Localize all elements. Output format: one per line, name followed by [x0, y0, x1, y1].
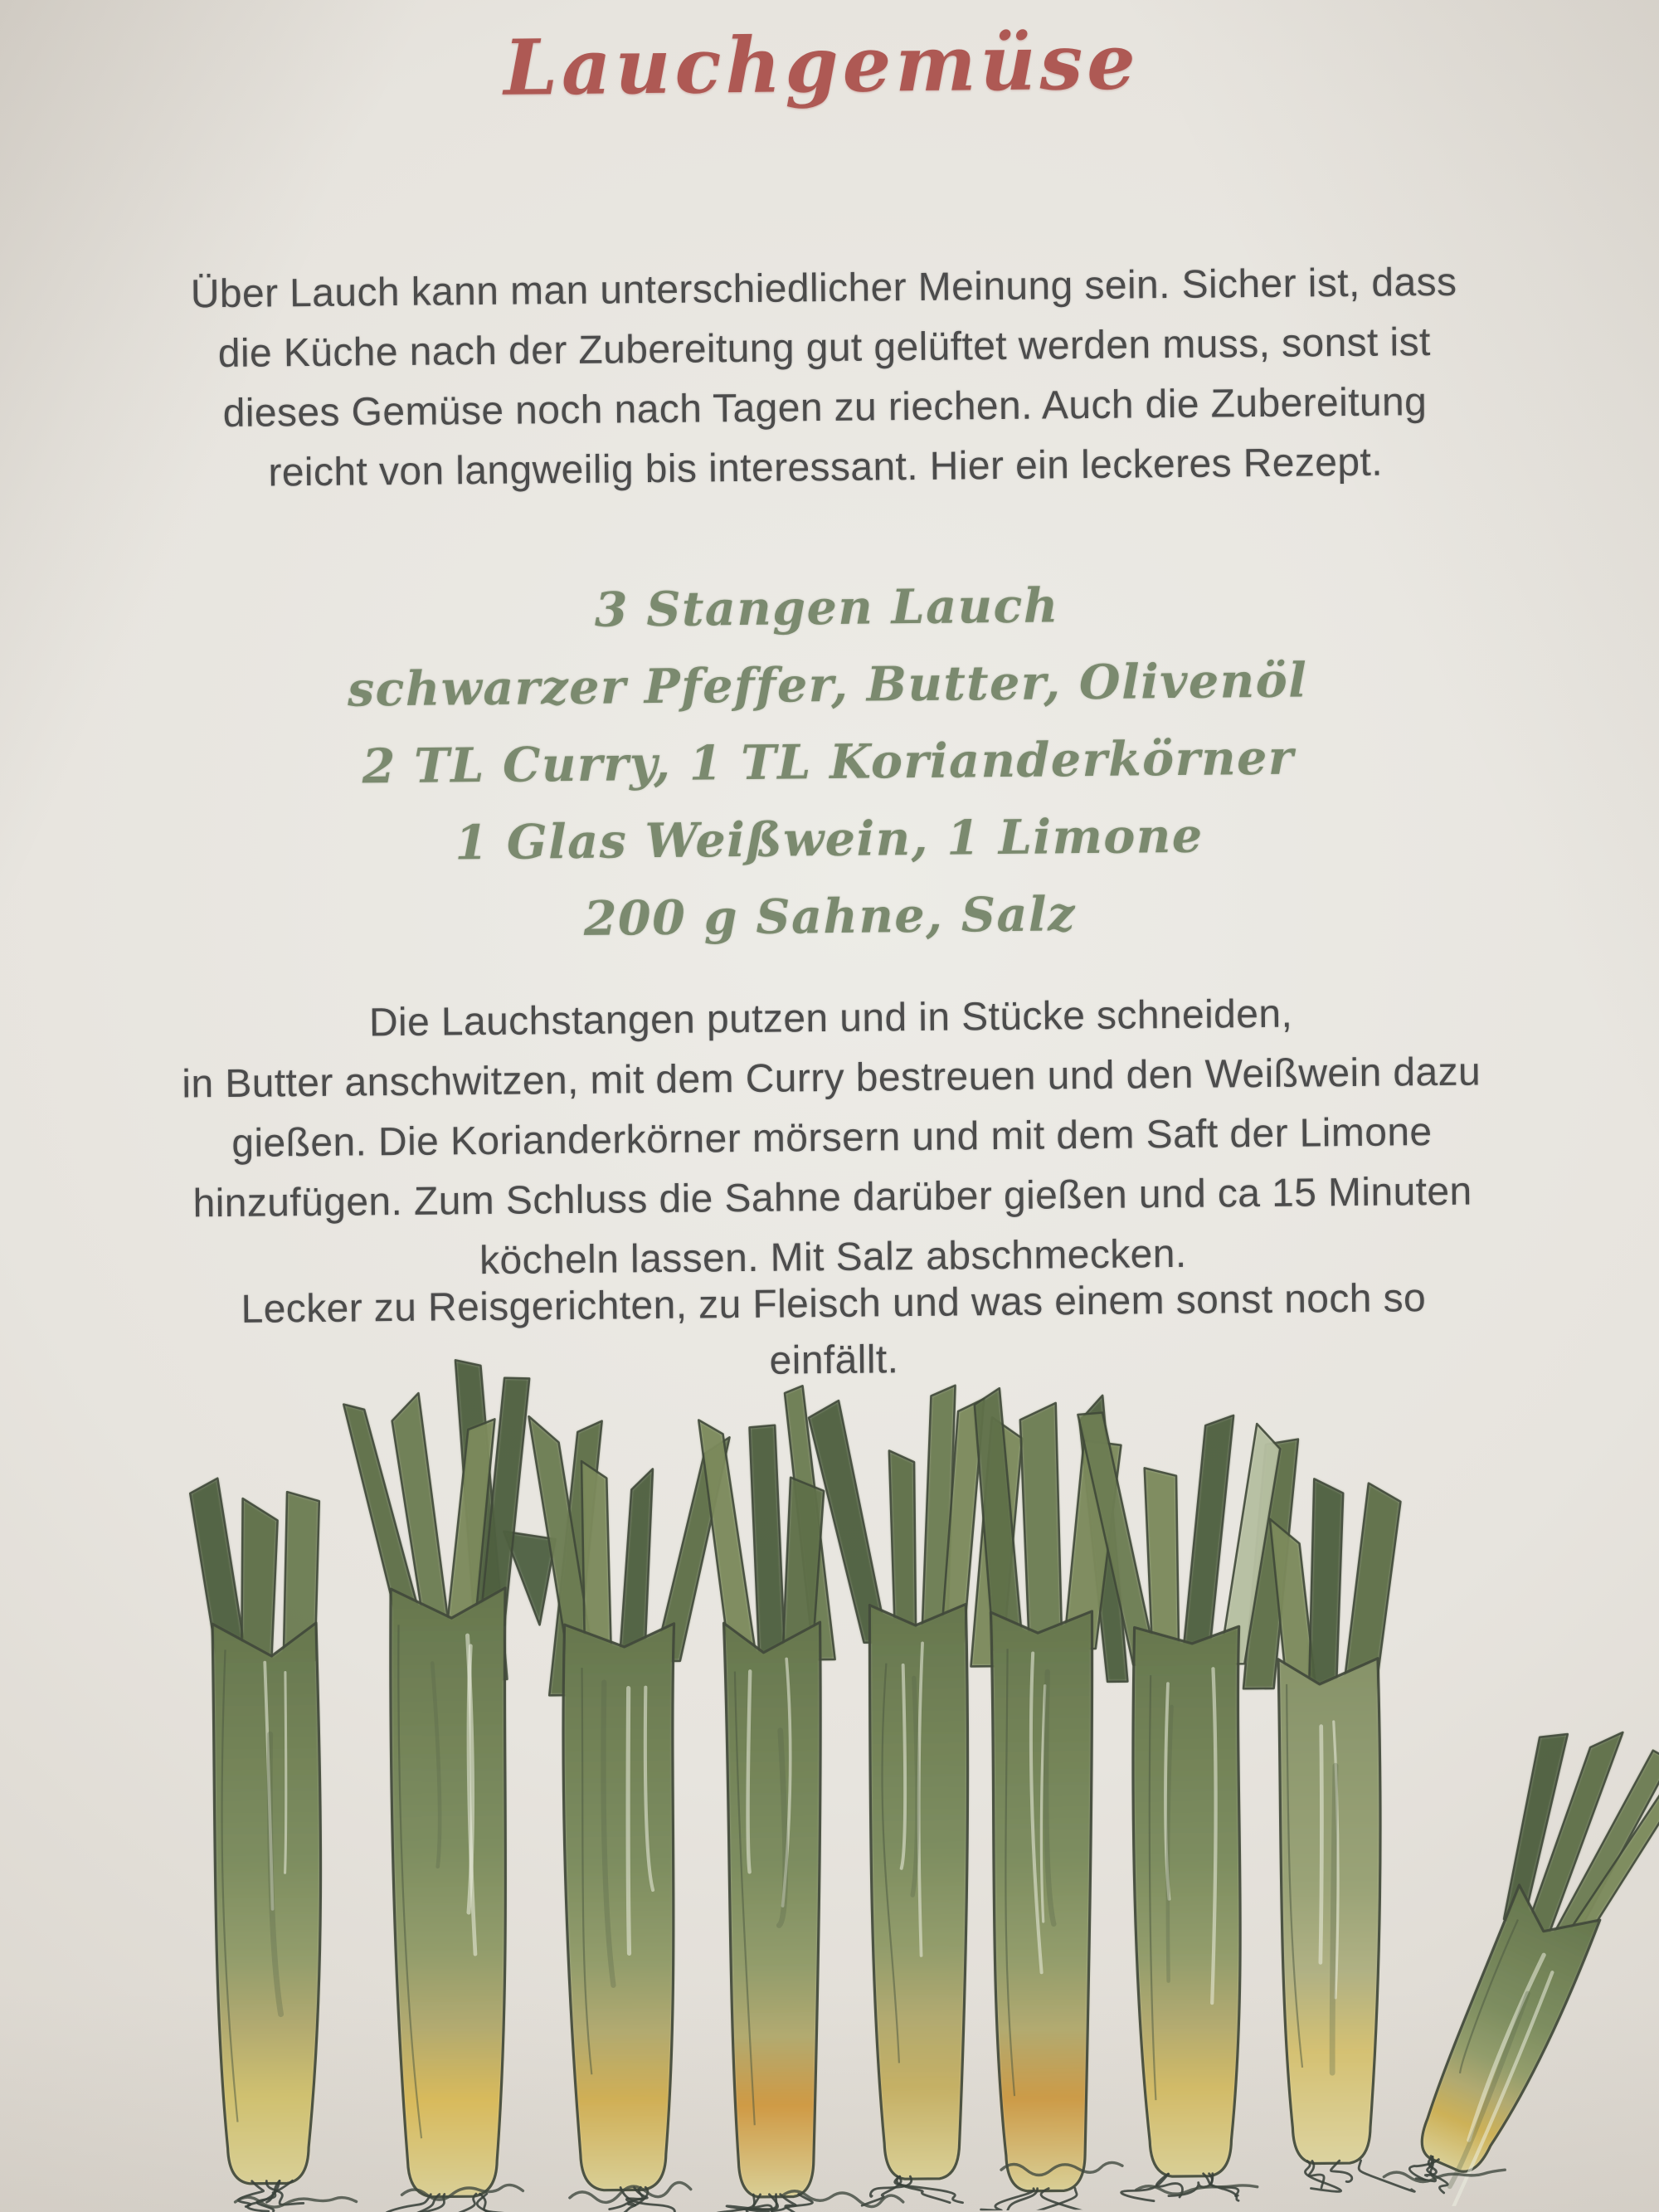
- ingredient-line: schwarzer Pfeffer, Butter, Olivenöl: [347, 652, 1308, 718]
- intro-paragraph: [0, 251, 1655, 505]
- text-line: einfällt.: [769, 1337, 899, 1383]
- text-line: köcheln lassen. Mit Salz abschmecken.: [479, 1231, 1187, 1284]
- leek-illustration: [4, 1336, 1659, 2212]
- leek: [809, 1385, 992, 2205]
- text-line: in Butter anschwitzen, mit dem Curry bestreuen und den Weißwein dazu: [182, 1050, 1481, 1107]
- leek: [529, 1415, 737, 2212]
- text-line: dieses Gemüse noch nach Tagen zu riechen. Auch die Zubereitung: [222, 380, 1428, 436]
- text-line: hinzufügen. Zum Schluss die Sahne darüber gießen und ca 15 Minuten: [192, 1169, 1472, 1226]
- instructions-paragraph: [1, 981, 1659, 1295]
- recipe-title: Lauchgemüse: [503, 17, 1141, 113]
- leek: [1078, 1411, 1287, 2202]
- leek: [1341, 1701, 1659, 2212]
- leek: [190, 1478, 326, 2212]
- leek: [698, 1419, 830, 2212]
- leek: [343, 1377, 538, 2212]
- text-line: Die Lauchstangen putzen und in Stücke schneiden,: [368, 992, 1293, 1045]
- text-line: die Küche nach der Zubereitung gut gelüftet werden muss, sonst ist: [217, 320, 1431, 377]
- ingredient-line: 3 Stangen Lauch: [594, 577, 1060, 638]
- ingredient-line: 1 Glas Weißwein, 1 Limone: [455, 807, 1204, 871]
- text-line: Über Lauch kann man unterschiedlicher Meinung sein. Sicher ist, dass: [190, 260, 1457, 317]
- text-line: Lecker zu Reisgerichten, zu Fleisch und was einem sonst noch so: [241, 1276, 1427, 1332]
- ingredient-line: 200 g Sahne, Salz: [583, 886, 1077, 947]
- ingredient-line: 2 TL Curry, 1 TL Korianderkörner: [362, 729, 1295, 795]
- leek: [1269, 1478, 1414, 2193]
- text-line: reicht von langweilig bis interessant. Hier ein leckeres Rezept.: [268, 440, 1384, 495]
- ingredients-list: [0, 561, 1659, 962]
- text-line: gießen. Die Korianderkörner mörsern und mit dem Saft der Limone: [231, 1110, 1433, 1166]
